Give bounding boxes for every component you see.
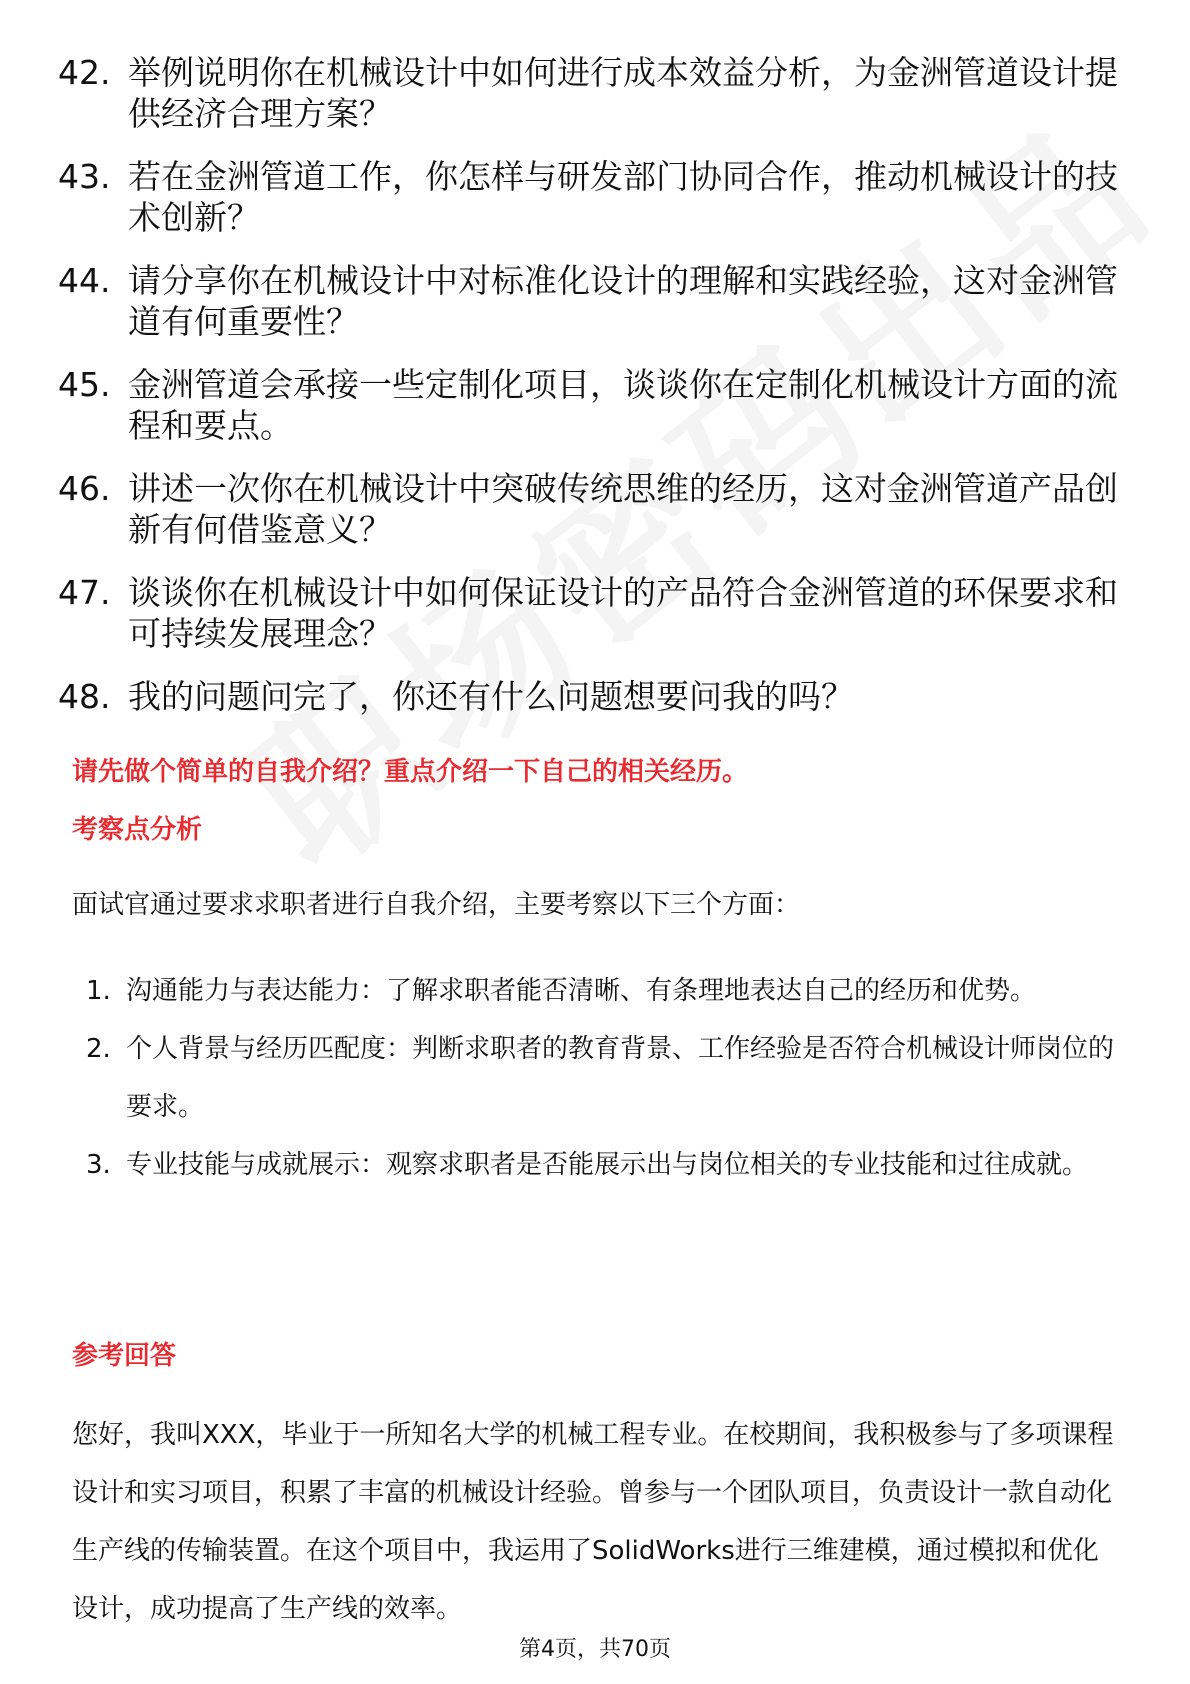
- analysis-point: [72, 1020, 1122, 1136]
- question-number: 42.: [58, 53, 111, 92]
- point-number: 3.: [86, 1150, 111, 1180]
- analysis-points: [72, 962, 1122, 1194]
- question-text: 讲述一次你在机械设计中突破传统思维的经历，这对金洲管道产品创新有何借鉴意义？: [128, 469, 1118, 549]
- question-text: 我的问题问完了，你还有什么问题想要问我的吗？: [128, 677, 854, 716]
- question-text: 若在金洲管道工作，你怎样与研发部门协同合作，推动机械设计的技术创新？: [128, 157, 1118, 237]
- question-text: 金洲管道会承接一些定制化项目，谈谈你在定制化机械设计方面的流程和要点。: [128, 365, 1118, 445]
- analysis-heading: 考察点分析: [72, 815, 203, 845]
- question-item: [58, 52, 1138, 134]
- question-list: [58, 52, 1138, 739]
- analysis-point: [72, 1136, 1122, 1194]
- analysis-intro: 面试官通过要求求职者进行自我介绍，主要考察以下三个方面：: [72, 890, 801, 920]
- page-footer: 第4页，共70页: [519, 1637, 671, 1662]
- point-number: 2.: [86, 1034, 111, 1064]
- question-text: 举例说明你在机械设计中如何进行成本效益分析，为金洲管道设计提供经济合理方案？: [128, 53, 1118, 133]
- question-number: 43.: [58, 157, 111, 196]
- point-text: 专业技能与成就展示：观察求职者是否能展示出与岗位相关的专业技能和过往成就。: [126, 1150, 1089, 1180]
- question-item: [58, 364, 1138, 446]
- question-number: 44.: [58, 261, 111, 300]
- question-text: 请分享你在机械设计中对标准化设计的理解和实践经验，这对金洲管道有何重要性？: [128, 261, 1118, 341]
- point-number: 1.: [86, 976, 111, 1006]
- question-number: 47.: [58, 573, 111, 612]
- point-text: 个人背景与经历匹配度：判断求职者的教育背景、工作经验是否符合机械设计师岗位的要求。: [126, 1034, 1115, 1122]
- question-heading: 请先做个简单的自我介绍？重点介绍一下自己的相关经历。: [72, 757, 749, 787]
- question-item: [58, 260, 1138, 342]
- point-text: 沟通能力与表达能力：了解求职者能否清晰、有条理地表达自己的经历和优势。: [126, 976, 1037, 1006]
- question-item: [58, 156, 1138, 238]
- question-item: [58, 468, 1138, 550]
- question-item: [58, 572, 1138, 654]
- question-number: 45.: [58, 365, 111, 404]
- question-number: 48.: [58, 677, 111, 716]
- answer-heading: 参考回答: [72, 1341, 177, 1371]
- answer-paragraph: 您好，我叫XXX，毕业于一所知名大学的机械工程专业。在校期间，我积极参与了多项课程设计和实习项目，积累了丰富的机械设计经验。曾参与一个团队项目，负责设计一款自动化生产线的传输装置。在这个项目中，我运用了SolidWorks进行三维建模，通过模拟和优化设计，成功提高了生产线的效率。: [72, 1420, 1114, 1624]
- question-item: [58, 676, 1138, 717]
- question-text: 谈谈你在机械设计中如何保证设计的产品符合金洲管道的环保要求和可持续发展理念？: [128, 573, 1118, 653]
- question-number: 46.: [58, 469, 111, 508]
- analysis-point: [72, 962, 1122, 1020]
